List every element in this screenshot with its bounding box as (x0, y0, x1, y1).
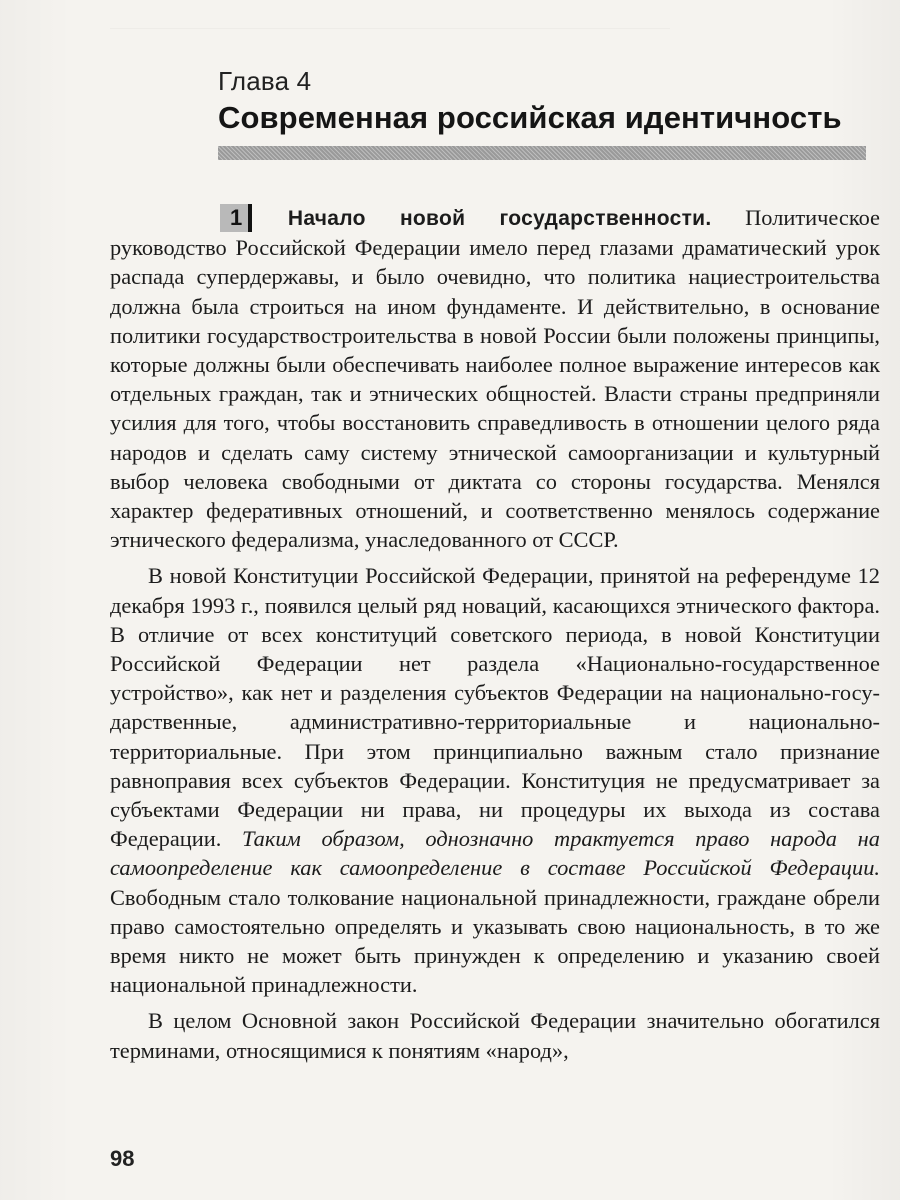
paragraph-1 (110, 203, 880, 554)
paragraph-2-text-b: Свободным стало толкование национальной принадлежности, граждане обрели право самостоятельно определять и указывать свою национальность, в то же время никто не может быть принужден к определению и указанию своей национальной принадлежности. (110, 884, 880, 998)
paragraph-2-italic: Таким образом, однозначно трактуется право народа на самоопределение как самоопределение в составе Российской Федерации. (110, 826, 880, 881)
paragraph-3 (110, 1006, 880, 1064)
chapter-title: Современная российская идентичность (218, 100, 842, 135)
chapter-label: Глава 4 (218, 66, 312, 96)
title-hatched-rule (218, 146, 866, 160)
paragraph-3-text: В целом Основной закон Российской Федерации значительно обогатился терминами, относящимися к понятиям «народ», (110, 1008, 880, 1063)
paragraph-2-text-a: В новой Конституции Российской Федерации, принятой на референдуме 12 декабря 1993 г., появился целый ряд новаций, касающихся этнического фактора. В отличие от всех конституций советского периода, в новой Конституции Российской Федерации нет раздела «Национально-государственное устройство», как нет и разделения субъектов Федерации на национально-государственные, административно-территориальные и национально-территориальные. При этом принципиально важным стало признание равноправия всех субъектов Федерации. Конституция не предусматривает за субъектами Федерации ни права, ни процедуры их выхода из состава Федерации. (110, 563, 880, 852)
page-number: 98 (110, 1146, 135, 1171)
section-number-badge: 1 (220, 204, 252, 232)
section-title: Начало новой государственности. (287, 207, 712, 230)
bleed-through-header (110, 28, 670, 41)
paragraph-1-text: Политическое руководство Российской Федерации имело перед глазами драматический урок распада супердержавы, и было очевидно, что политика нациестроительства должна была строиться на ином фундаменте. И действительно, в основание политики государствостроительства в новой России были положены принципы, которые должны были обеспечивать наиболее полное выражение интересов как отдельных граждан, так и этнических общностей. Власти страны предприняли усилия для того, чтобы восстановить справедливость в отношении целого ряда народов и сделать саму систему этнической самоорганизации и культурный выбор человека свободными от диктата со стороны государства. Менялся характер федеративных отношений, и соответственно менялось содержание этнического федерализма, унаследованного от СССР. (110, 205, 880, 553)
paragraph-2 (110, 561, 880, 999)
body-text (110, 203, 880, 1072)
